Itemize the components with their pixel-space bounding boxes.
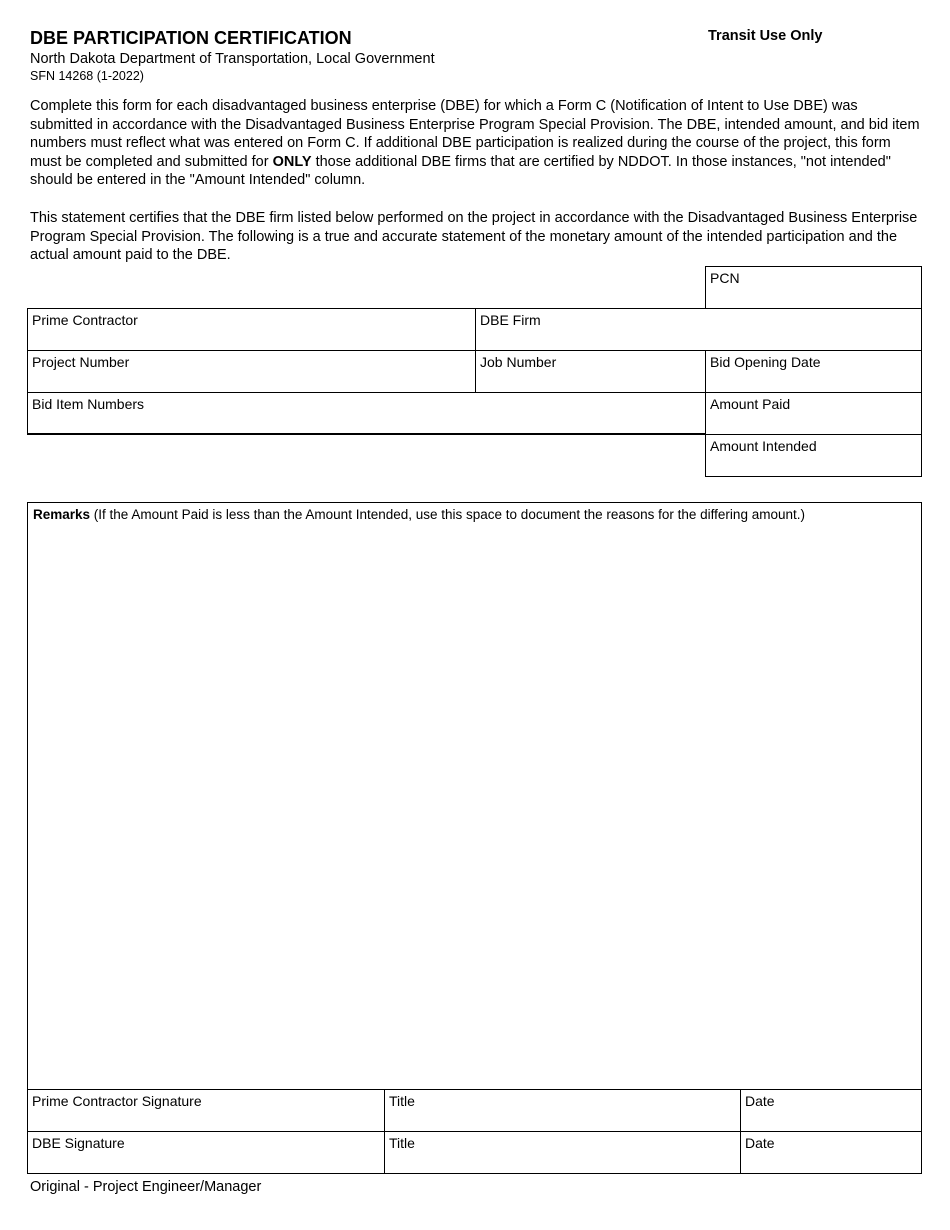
job-number-cell	[475, 350, 706, 393]
dbe-date-input[interactable]	[745, 1154, 917, 1170]
prime-contractor-label: Prime Contractor	[32, 312, 138, 328]
instructions-emphasis: ONLY	[272, 153, 312, 170]
bid-opening-date-cell	[705, 350, 922, 393]
job-number-label: Job Number	[480, 354, 557, 370]
project-number-label: Project Number	[32, 354, 130, 370]
bid-item-numbers-cell	[27, 392, 706, 435]
prime-contractor-input[interactable]	[32, 331, 471, 347]
dbe-signature-cell	[27, 1131, 385, 1174]
bid-opening-date-input[interactable]	[710, 373, 917, 389]
prime-title-input[interactable]	[389, 1112, 736, 1128]
certification-statement: This statement certifies that the DBE firm listed below performed on the project in accordance with the Disadvantaged Business Enterprise Program Special Provision. The following is a true and accurate statement of the monetary amount of the intended participation and the actual amount paid to the DBE.	[30, 210, 918, 264]
form-title: DBE PARTICIPATION CERTIFICATION	[30, 28, 352, 48]
dbe-signature-input[interactable]	[32, 1154, 380, 1170]
dbe-signature-label: DBE Signature	[32, 1135, 125, 1151]
dbe-title-cell	[384, 1131, 741, 1174]
distribution-note: Original - Project Engineer/Manager	[30, 1179, 262, 1195]
form-number: SFN 14268 (1-2022)	[30, 69, 144, 83]
dbe-date-cell	[740, 1131, 922, 1174]
amount-paid-label: Amount Paid	[710, 396, 791, 412]
transit-use-note: Transit Use Only	[708, 28, 823, 44]
pcn-input[interactable]	[710, 289, 917, 305]
remarks-box	[27, 502, 922, 1090]
pcn-cell	[705, 266, 922, 309]
dbe-title-label: Title	[389, 1135, 415, 1151]
instructions-text-end: those additional DBE firms that are certified by NDDOT. In those instances, "not intended" should be entered in the "Amount Intended" column.	[30, 153, 891, 189]
prime-date-cell	[740, 1089, 922, 1132]
amount-paid-cell	[705, 392, 922, 435]
dbe-title-input[interactable]	[389, 1154, 736, 1170]
instructions-text-start: Complete this form for each disadvantaged business enterprise (DBE) for which a Form C (Notification of Intent to Use DBE) was submitted in accordance with the Disadvantaged Business Enterprise Program Special Provision. The DBE, intended amount, and bid item numbers must reflect what was entered on Form C. If additional DBE participation is realized during the course of the project, this form must be completed and submitted for	[30, 98, 920, 170]
prime-signature-cell	[27, 1089, 385, 1132]
prime-contractor-cell	[27, 308, 476, 351]
job-number-input[interactable]	[480, 373, 701, 389]
bid-opening-date-label: Bid Opening Date	[710, 354, 821, 370]
bid-item-numbers-input[interactable]	[32, 415, 701, 431]
table-divider	[27, 433, 706, 434]
dbe-firm-input[interactable]	[480, 331, 917, 347]
dbe-date-label: Date	[745, 1135, 775, 1151]
prime-signature-input[interactable]	[32, 1112, 380, 1128]
amount-intended-input[interactable]	[710, 457, 917, 473]
remarks-heading: Remarks	[33, 507, 91, 522]
project-number-cell	[27, 350, 476, 393]
amount-intended-cell	[705, 434, 922, 477]
prime-signature-label: Prime Contractor Signature	[32, 1093, 202, 1109]
project-number-input[interactable]	[32, 373, 471, 389]
prime-title-cell	[384, 1089, 741, 1132]
prime-date-input[interactable]	[745, 1112, 917, 1128]
amount-intended-label: Amount Intended	[710, 438, 817, 454]
amount-paid-input[interactable]	[710, 415, 917, 431]
instructions-paragraph	[30, 97, 922, 190]
dbe-firm-label: DBE Firm	[480, 312, 541, 328]
dbe-firm-cell	[475, 308, 922, 351]
prime-date-label: Date	[745, 1093, 775, 1109]
department-name: North Dakota Department of Transportation, Local Government	[30, 51, 435, 67]
remarks-note: (If the Amount Paid is less than the Amount Intended, use this space to document the reasons for the differing amount.)	[90, 507, 805, 522]
bid-item-numbers-label: Bid Item Numbers	[32, 396, 145, 412]
pcn-label: PCN	[710, 270, 740, 286]
prime-title-label: Title	[389, 1093, 415, 1109]
remarks-label	[33, 507, 805, 522]
remarks-textarea[interactable]	[33, 529, 916, 1084]
